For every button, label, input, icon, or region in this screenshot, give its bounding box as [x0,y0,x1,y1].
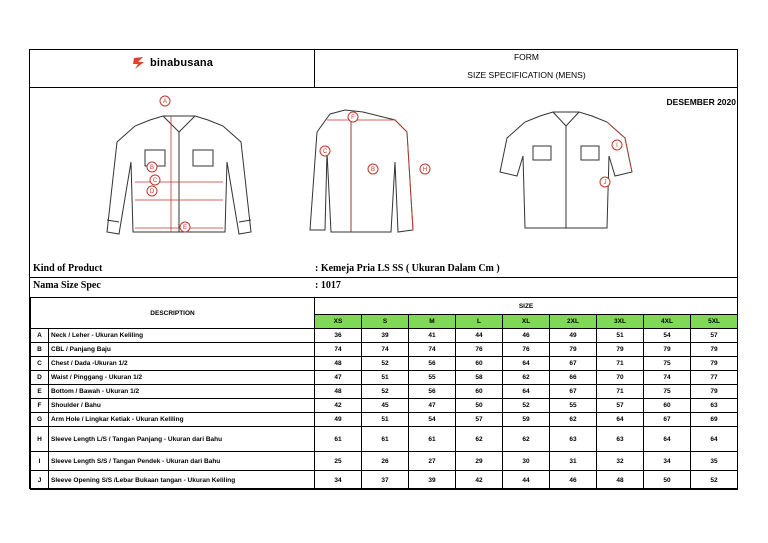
size-value-cell: 25 [315,452,362,471]
size-value-cell: 52 [503,399,550,413]
size-value-cell: 52 [362,357,409,371]
row-code: C [31,357,49,371]
size-value-cell: 79 [691,357,738,371]
size-value-cell: 74 [644,371,691,385]
row-code: J [31,471,49,490]
table-header-row [31,298,738,315]
size-value-cell: 50 [456,399,503,413]
spec-value: : 1017 [315,280,341,291]
size-value-cell: 30 [503,452,550,471]
size-value-cell: 52 [691,471,738,490]
size-value-cell: 56 [409,357,456,371]
table-row [31,427,738,452]
size-value-cell: 61 [409,427,456,452]
row-code: B [31,343,49,357]
product-label: Kind of Product [33,263,103,274]
size-value-cell: 35 [691,452,738,471]
size-value-cell: 77 [691,371,738,385]
row-code: D [31,371,49,385]
size-value-cell: 37 [362,471,409,490]
size-value-cell: 62 [503,371,550,385]
size-value-cell: 41 [409,329,456,343]
size-value-cell: 76 [456,343,503,357]
back-short-sleeve-shirt-illustration [500,112,632,228]
size-column-header: L [456,315,503,329]
size-value-cell: 71 [597,385,644,399]
diagram-label-b: B [149,165,155,171]
row-description: Sleeve Length L/S / Tangan Panjang - Ukuran dari Bahu [49,427,315,452]
row-description: Sleeve Length S/S / Tangan Pendek - Ukuran dari Bahu [49,452,315,471]
size-column-header: M [409,315,456,329]
size-value-cell: 58 [456,371,503,385]
table-row [31,399,738,413]
brand-name: binabusana [150,57,214,69]
diagram-label-c-side: C [322,149,328,155]
size-value-cell: 34 [644,452,691,471]
diagram-label-i: I [616,143,618,149]
size-value-cell: 39 [362,329,409,343]
diagram-label-e: E [182,225,188,231]
size-value-cell: 55 [409,371,456,385]
size-value-cell: 34 [315,471,362,490]
size-value-cell: 49 [550,329,597,343]
size-value-cell: 51 [597,329,644,343]
size-value-cell: 79 [691,385,738,399]
row-code: I [31,452,49,471]
size-value-cell: 69 [691,413,738,427]
side-long-sleeve-shirt-illustration [310,110,413,232]
size-value-cell: 64 [691,427,738,452]
diagram-label-h: H [422,167,428,173]
size-column-header: S [362,315,409,329]
size-value-cell: 57 [597,399,644,413]
table-row [31,371,738,385]
size-column-header: 2XL [550,315,597,329]
form-title: FORM [513,52,540,62]
size-value-cell: 79 [691,343,738,357]
row-description: Chest / Dada -Ukuran 1/2 [49,357,315,371]
size-value-cell: 62 [456,427,503,452]
size-value-cell: 56 [409,385,456,399]
garment-diagrams [95,92,655,242]
size-value-cell: 61 [315,427,362,452]
size-value-cell: 63 [691,399,738,413]
size-value-cell: 42 [456,471,503,490]
info-divider [29,277,738,278]
size-value-cell: 61 [362,427,409,452]
row-code: F [31,399,49,413]
row-description: CBL / Panjang Baju [49,343,315,357]
size-value-cell: 52 [362,385,409,399]
diagram-label-f: F [351,115,355,121]
size-value-cell: 47 [315,371,362,385]
size-value-cell: 32 [597,452,644,471]
size-value-cell: 48 [315,385,362,399]
table-row [31,385,738,399]
size-value-cell: 64 [644,427,691,452]
size-value-cell: 79 [550,343,597,357]
diagram-label-d: D [149,189,155,195]
size-value-cell: 42 [315,399,362,413]
size-value-cell: 59 [503,413,550,427]
size-value-cell: 63 [597,427,644,452]
size-value-cell: 51 [362,371,409,385]
row-description: Shoulder / Bahu [49,399,315,413]
diagram-label-j: J [603,180,607,186]
row-code: E [31,385,49,399]
size-value-cell: 60 [644,399,691,413]
form-date: DESEMBER 2020 [666,97,736,107]
size-value-cell: 27 [409,452,456,471]
size-value-cell: 67 [644,413,691,427]
size-value-cell: 45 [362,399,409,413]
size-value-cell: 79 [644,343,691,357]
size-value-cell: 67 [550,357,597,371]
table-row [31,471,738,490]
logo-mark-icon [132,56,146,70]
row-description: Bottom / Bawah - Ukuran 1/2 [49,385,315,399]
size-value-cell: 54 [644,329,691,343]
size-value-cell: 54 [409,413,456,427]
size-value-cell: 62 [550,413,597,427]
size-value-cell: 29 [456,452,503,471]
size-column-header: 4XL [644,315,691,329]
size-value-cell: 74 [362,343,409,357]
size-value-cell: 64 [503,385,550,399]
row-code: G [31,413,49,427]
size-value-cell: 39 [409,471,456,490]
row-code: H [31,427,49,452]
size-value-cell: 76 [503,343,550,357]
size-column-header: XL [503,315,550,329]
table-row [31,329,738,343]
size-value-cell: 49 [315,413,362,427]
size-value-cell: 62 [503,427,550,452]
row-description: Arm Hole / Lingkar Ketiak - Ukuran Keliling [49,413,315,427]
product-value: : Kemeja Pria LS SS ( Ukuran Dalam Cm ) [315,263,500,274]
size-value-cell: 46 [503,329,550,343]
table-row [31,452,738,471]
size-value-cell: 75 [644,357,691,371]
diagram-label-b-side: B [370,167,376,173]
size-value-cell: 74 [409,343,456,357]
brand-logo [132,56,213,70]
front-long-sleeve-shirt-illustration [107,116,251,234]
spec-label: Nama Size Spec [33,280,101,291]
size-value-cell: 64 [503,357,550,371]
size-value-cell: 26 [362,452,409,471]
size-value-cell: 66 [550,371,597,385]
description-header: DESCRIPTION [31,298,315,329]
size-column-header: 3XL [597,315,644,329]
header-divider [29,87,738,88]
size-value-cell: 79 [597,343,644,357]
size-value-cell: 70 [597,371,644,385]
size-value-cell: 47 [409,399,456,413]
measurement-markers [135,116,632,232]
size-value-cell: 71 [597,357,644,371]
diagram-label-c: C [152,178,158,184]
size-value-cell: 60 [456,385,503,399]
row-description: Sleeve Opening S/S /Lebar Bukaan tangan - Ukuran Keliling [49,471,315,490]
size-value-cell: 74 [315,343,362,357]
size-value-cell: 64 [597,413,644,427]
size-value-cell: 63 [550,427,597,452]
size-value-cell: 57 [691,329,738,343]
size-value-cell: 57 [456,413,503,427]
row-description: Neck / Leher - Ukuran Keliling [49,329,315,343]
size-value-cell: 60 [456,357,503,371]
size-value-cell: 50 [644,471,691,490]
size-column-header: XS [315,315,362,329]
size-value-cell: 48 [597,471,644,490]
table-row [31,343,738,357]
size-value-cell: 36 [315,329,362,343]
size-column-header: 5XL [691,315,738,329]
diagram-label-a: A [162,99,168,105]
form-subtitle: SIZE SPECIFICATION (MENS) [467,70,586,80]
size-header: SIZE [315,298,738,315]
size-value-cell: 46 [550,471,597,490]
table-row [31,357,738,371]
table-row [31,413,738,427]
size-value-cell: 31 [550,452,597,471]
size-value-cell: 51 [362,413,409,427]
row-description: Waist / Pinggang - Ukuran 1/2 [49,371,315,385]
size-value-cell: 75 [644,385,691,399]
size-value-cell: 55 [550,399,597,413]
size-value-cell: 44 [456,329,503,343]
size-value-cell: 44 [503,471,550,490]
size-spec-table [30,297,738,490]
size-value-cell: 67 [550,385,597,399]
row-code: A [31,329,49,343]
size-value-cell: 48 [315,357,362,371]
